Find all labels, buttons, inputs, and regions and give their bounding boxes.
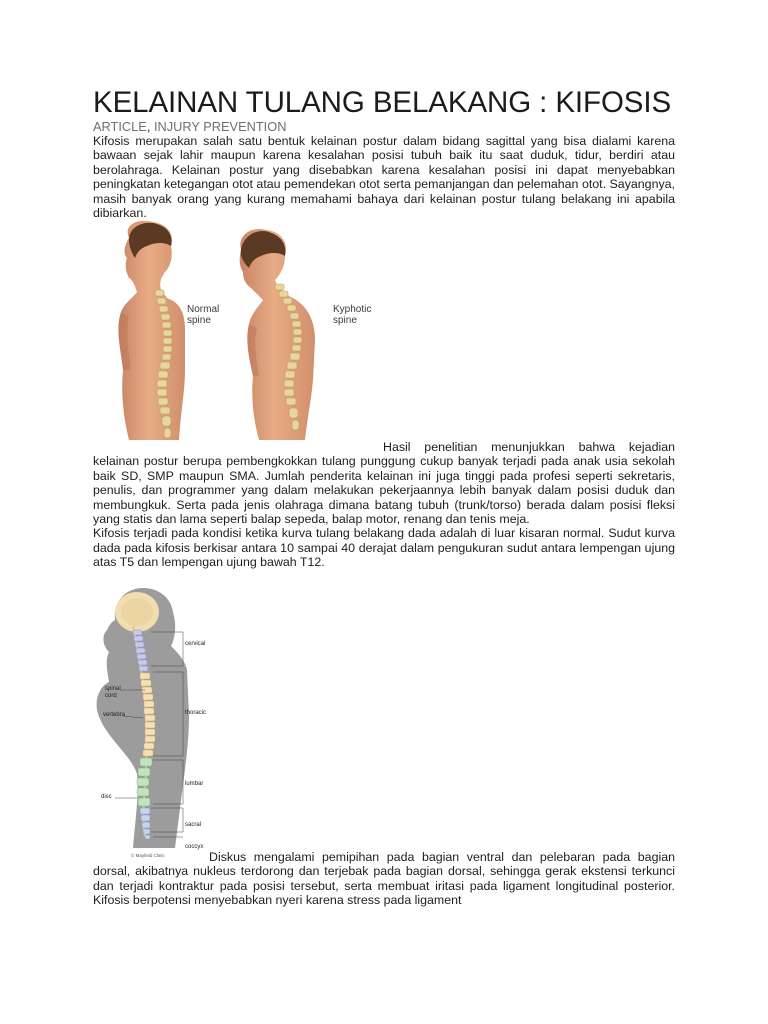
category-list: [93, 120, 675, 134]
image-copyright: © Mayfield Clinic: [131, 853, 165, 858]
label-spinal-cord: spinal cord: [105, 686, 121, 699]
paragraph-prevalence: Hasil penelitian menunjukkan bahwa kejadian kelainan postur berupa pembengkokkan tulang punggung cukup banyak terjadi pada anak usia sekolah baik SD, SMP maupun SMA. Jumlah penderita kelainan ini juga tinggi pada profesi seperti sekretaris, penulis, dan programmer yang dalam melakukan pekerjaannya lebih banyak dalam posisi duduk dan membungkuk. Serta pada jenis olahraga dimana batang tubuh (trunk/torso) berada dalam posisi fleksi yang statis dan lama seperti balap sepeda, balap motor, renang dan tenis meja.: [93, 440, 675, 527]
label-coccyx: coccyx: [185, 844, 204, 850]
paragraph-disc: Diskus mengalami pemipihan pada bagian ventral dan pelebaran pada bagian dorsal, akibatnya nukleus terdorong dan terjebak pada bagian dorsal, sehingga gerak ekstensi terkunci dan terjadi kontraktur pada posisi tersebut, serta membuat iritasi pada ligament longitudinal posterior. Kifosis berpotensi menyebabkan nyeri karena stress pada ligament: [93, 850, 675, 908]
figure-spine-anatomy: [93, 586, 218, 861]
label-vertebra: vertebra: [103, 712, 126, 718]
page-title: KELAINAN TULANG BELAKANG : KIFOSIS: [93, 86, 672, 119]
label-thoracic: thoracic: [185, 710, 207, 716]
caption-normal-spine: Normal spine: [187, 304, 220, 327]
text-block-disc: [93, 850, 675, 908]
label-sacral: sacral: [185, 822, 202, 828]
category-separator: ,: [146, 119, 154, 134]
paragraph-intro: Kifosis merupakan salah satu bentuk kelainan postur dalam bidang sagittal yang bisa dialami karena bawaan sejak lahir maupun karena kesalahan posisi tubuh baik itu saat duduk, tidur, berdiri atau berolahraga. Kelainan postur yang disebabkan karena kesalahan posisi ini dapat menyebabkan peningkatan ketegangan otot atau pemendekan otot serta pemanjangan dan pelemahan otot. Sayangnya, masih banyak orang yang kurang memahami bahaya dari kelainan postur tulang belakang ini apabila dibiarkan.: [93, 134, 675, 221]
figure-normal-vs-kyphotic-spine: [93, 220, 675, 440]
label-lumbar: lumbar: [185, 781, 204, 787]
spine-comparison-illustration: [93, 220, 675, 440]
kyphotic-figure: [240, 229, 315, 440]
text-block-prevalence: [93, 440, 675, 570]
article: [93, 86, 675, 440]
caption-kyphotic-spine: Kyphotic spine: [333, 304, 372, 327]
normal-figure: [118, 221, 185, 440]
paragraph-definition: Kifosis terjadi pada kondisi ketika kurva tulang belakang dada adalah di luar kisaran normal. Sudut kurva dada pada kifosis berkisar antara 10 sampai 40 derajat dalam pengukuran sudut antara lempengan ujung atas T5 dan lempengan ujung bawah T12.: [93, 526, 675, 570]
spine-anatomy-illustration: [93, 586, 218, 861]
label-cervical: cervical: [185, 641, 206, 647]
label-disc: disc: [101, 794, 112, 800]
category-link-article[interactable]: ARTICLE: [93, 119, 147, 134]
category-link-injury-prevention[interactable]: INJURY PREVENTION: [153, 119, 287, 134]
